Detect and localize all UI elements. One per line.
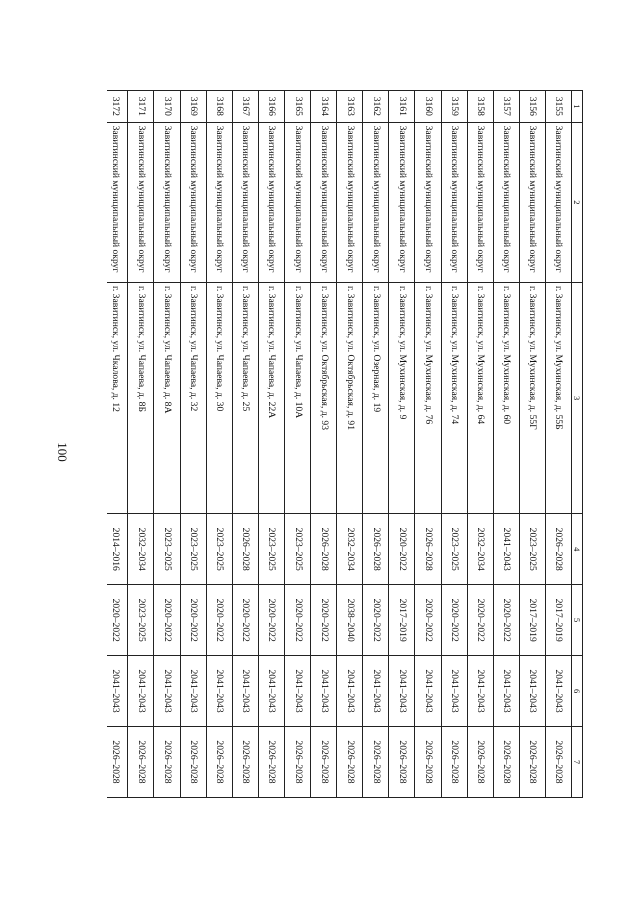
period-cell: 2041–2043 (258, 656, 284, 727)
table-row (232, 91, 258, 798)
period-cell: 2023–2025 (154, 514, 180, 585)
municipality-cell: Завитинский муниципальный округ (258, 122, 284, 282)
table-row (337, 91, 363, 798)
row-number-cell: 3166 (258, 91, 284, 123)
row-number-cell: 3172 (107, 91, 128, 123)
period-cell: 2032–2034 (337, 514, 363, 585)
table-row (415, 91, 441, 798)
municipality-cell: Завитинский муниципальный округ (415, 122, 441, 282)
municipality-cell: Завитинский муниципальный округ (107, 122, 128, 282)
column-number-row (572, 91, 583, 798)
period-cell: 2020–2022 (258, 585, 284, 656)
period-cell: 2041–2043 (493, 656, 519, 727)
table-row (311, 91, 337, 798)
period-cell: 2014–2016 (107, 514, 128, 585)
page-number: 100 (54, 442, 70, 462)
period-cell: 2026–2028 (441, 727, 467, 798)
municipality-cell: Завитинский муниципальный округ (363, 122, 389, 282)
table-row (389, 91, 415, 798)
table-row (363, 91, 389, 798)
row-number-cell: 3161 (389, 91, 415, 123)
period-cell: 2041–2043 (389, 656, 415, 727)
period-cell: 2026–2028 (311, 727, 337, 798)
period-cell: 2026–2028 (363, 727, 389, 798)
table-row (441, 91, 467, 798)
municipality-cell: Завитинский муниципальный округ (467, 122, 493, 282)
municipality-cell: Завитинский муниципальный округ (493, 122, 519, 282)
period-cell: 2026–2028 (467, 727, 493, 798)
period-cell: 2026–2028 (389, 727, 415, 798)
municipality-cell: Завитинский муниципальный округ (389, 122, 415, 282)
period-cell: 2020–2022 (415, 585, 441, 656)
period-cell: 2041–2043 (363, 656, 389, 727)
period-cell: 2017–2019 (389, 585, 415, 656)
period-cell: 2026–2028 (415, 514, 441, 585)
period-cell: 2026–2028 (415, 727, 441, 798)
row-number-cell: 3155 (545, 91, 571, 123)
column-number: 1 (572, 91, 583, 123)
municipality-cell: Завитинский муниципальный округ (232, 122, 258, 282)
row-number-cell: 3156 (519, 91, 545, 123)
period-cell: 2023–2025 (180, 514, 206, 585)
row-number-cell: 3158 (467, 91, 493, 123)
column-number: 6 (572, 656, 583, 727)
period-cell: 2020–2022 (284, 585, 310, 656)
period-cell: 2041–2043 (154, 656, 180, 727)
row-number-cell: 3165 (284, 91, 310, 123)
table-row (467, 91, 493, 798)
column-number: 5 (572, 585, 583, 656)
period-cell: 2020–2022 (389, 514, 415, 585)
table-row (107, 91, 128, 798)
period-cell: 2026–2028 (519, 727, 545, 798)
address-cell: г. Завитинск, ул. Чапаева, д. 32 (180, 283, 206, 514)
period-cell: 2026–2028 (545, 727, 571, 798)
municipality-cell: Завитинский муниципальный округ (519, 122, 545, 282)
column-number: 7 (572, 727, 583, 798)
period-cell: 2020–2022 (206, 585, 232, 656)
period-cell: 2020–2022 (441, 585, 467, 656)
address-cell: г. Завитинск, ул. Мухинская, д. 9 (389, 283, 415, 514)
period-cell: 2020–2022 (107, 585, 128, 656)
address-cell: г. Завитинск, ул. Октябрьская, д. 91 (337, 283, 363, 514)
address-cell: г. Завитинск, ул. Чапаева, д. 25 (232, 283, 258, 514)
address-cell: г. Завитинск, ул. Октябрьская, д. 93 (311, 283, 337, 514)
row-number-cell: 3171 (128, 91, 154, 123)
period-cell: 2041–2043 (493, 514, 519, 585)
address-cell: г. Завитинск, ул. Мухинская, д. 76 (415, 283, 441, 514)
municipality-cell: Завитинский муниципальный округ (180, 122, 206, 282)
period-cell: 2041–2043 (467, 656, 493, 727)
period-cell: 2026–2028 (545, 514, 571, 585)
row-number-cell: 3170 (154, 91, 180, 123)
address-cell: г. Завитинск, ул. Чапаева, д. 8А (154, 283, 180, 514)
period-cell: 2020–2022 (363, 585, 389, 656)
table-row (128, 91, 154, 798)
period-cell: 2026–2028 (284, 727, 310, 798)
row-number-cell: 3159 (441, 91, 467, 123)
address-cell: г. Завитинск, ул. Чапаева, д. 8Б (128, 283, 154, 514)
municipality-cell: Завитинский муниципальный округ (545, 122, 571, 282)
row-number-cell: 3164 (311, 91, 337, 123)
period-cell: 2026–2028 (128, 727, 154, 798)
table-row (519, 91, 545, 798)
municipality-cell: Завитинский муниципальный округ (154, 122, 180, 282)
row-number-cell: 3169 (180, 91, 206, 123)
table-row (493, 91, 519, 798)
municipality-cell: Завитинский муниципальный округ (337, 122, 363, 282)
period-cell: 2041–2043 (337, 656, 363, 727)
address-cell: г. Завитинск, ул. Мухинская, д. 74 (441, 283, 467, 514)
municipality-cell: Завитинский муниципальный округ (206, 122, 232, 282)
period-cell: 2020–2022 (467, 585, 493, 656)
period-cell: 2041–2043 (441, 656, 467, 727)
column-number: 3 (572, 283, 583, 514)
address-cell: г. Завитинск, ул. Мухинская, д. 60 (493, 283, 519, 514)
period-cell: 2026–2028 (258, 727, 284, 798)
address-cell: г. Завитинск, ул. Чапаева, д. 22А (258, 283, 284, 514)
row-number-cell: 3168 (206, 91, 232, 123)
address-cell: г. Завитинск, ул. Мухинская, д. 55Г (519, 283, 545, 514)
period-cell: 2017–2019 (545, 585, 571, 656)
period-cell: 2041–2043 (107, 656, 128, 727)
period-cell: 2041–2043 (311, 656, 337, 727)
period-cell: 2032–2034 (128, 514, 154, 585)
table-row (545, 91, 571, 798)
repair-schedule-table (107, 90, 583, 798)
period-cell: 2026–2028 (493, 727, 519, 798)
period-cell: 2041–2043 (545, 656, 571, 727)
period-cell: 2041–2043 (415, 656, 441, 727)
period-cell: 2023–2025 (206, 514, 232, 585)
period-cell: 2041–2043 (232, 656, 258, 727)
period-cell: 2026–2028 (206, 727, 232, 798)
period-cell: 2026–2028 (180, 727, 206, 798)
period-cell: 2041–2043 (180, 656, 206, 727)
municipality-cell: Завитинский муниципальный округ (284, 122, 310, 282)
period-cell: 2041–2043 (519, 656, 545, 727)
address-cell: г. Завитинск, ул. Озерная, д. 19 (363, 283, 389, 514)
address-cell: г. Завитинск, ул. Чапаева, д. 30 (206, 283, 232, 514)
row-number-cell: 3157 (493, 91, 519, 123)
period-cell: 2020–2022 (180, 585, 206, 656)
period-cell: 2026–2028 (232, 514, 258, 585)
period-cell: 2032–2034 (467, 514, 493, 585)
row-number-cell: 3162 (363, 91, 389, 123)
period-cell: 2020–2022 (232, 585, 258, 656)
address-cell: г. Завитинск, ул. Чапаева, д. 10А (284, 283, 310, 514)
period-cell: 2023–2025 (441, 514, 467, 585)
period-cell: 2020–2022 (311, 585, 337, 656)
address-cell: г. Завитинск, ул. Мухинская, д. 64 (467, 283, 493, 514)
period-cell: 2026–2028 (107, 727, 128, 798)
period-cell: 2020–2022 (154, 585, 180, 656)
table-container (107, 90, 583, 798)
period-cell: 2023–2025 (128, 585, 154, 656)
address-cell: г. Завитинск, ул. Мухинская, д. 55Б (545, 283, 571, 514)
period-cell: 2038–2040 (337, 585, 363, 656)
row-number-cell: 3160 (415, 91, 441, 123)
table-row (154, 91, 180, 798)
period-cell: 2023–2025 (519, 514, 545, 585)
period-cell: 2023–2025 (284, 514, 310, 585)
period-cell: 2041–2043 (284, 656, 310, 727)
period-cell: 2026–2028 (363, 514, 389, 585)
column-number: 4 (572, 514, 583, 585)
municipality-cell: Завитинский муниципальный округ (128, 122, 154, 282)
table-row (258, 91, 284, 798)
municipality-cell: Завитинский муниципальный округ (441, 122, 467, 282)
table-row (180, 91, 206, 798)
period-cell: 2041–2043 (128, 656, 154, 727)
period-cell: 2017–2019 (519, 585, 545, 656)
period-cell: 2041–2043 (206, 656, 232, 727)
period-cell: 2026–2028 (337, 727, 363, 798)
row-number-cell: 3167 (232, 91, 258, 123)
period-cell: 2026–2028 (232, 727, 258, 798)
address-cell: г. Завитинск, ул. Чкалова, д. 12 (107, 283, 128, 514)
period-cell: 2026–2028 (311, 514, 337, 585)
table-row (206, 91, 232, 798)
period-cell: 2026–2028 (154, 727, 180, 798)
municipality-cell: Завитинский муниципальный округ (311, 122, 337, 282)
row-number-cell: 3163 (337, 91, 363, 123)
period-cell: 2020–2022 (493, 585, 519, 656)
period-cell: 2023–2025 (258, 514, 284, 585)
table-row (284, 91, 310, 798)
column-number: 2 (572, 122, 583, 282)
